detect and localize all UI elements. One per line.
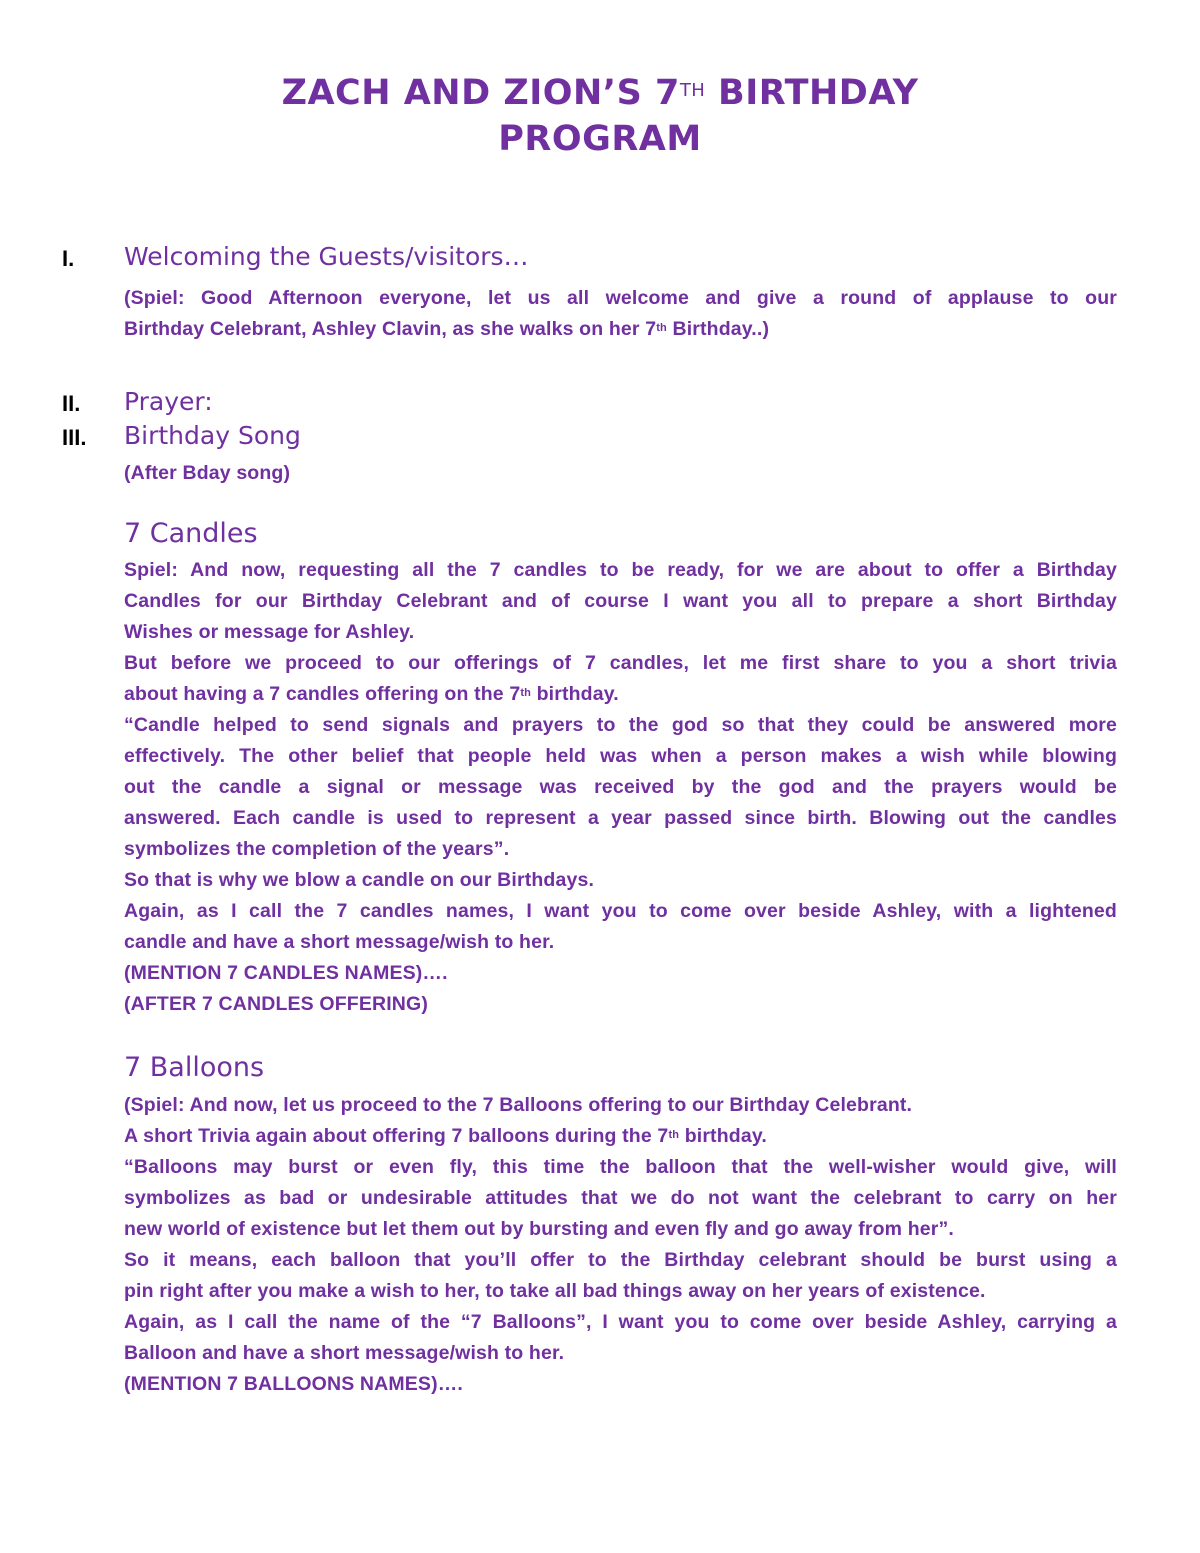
candles-spiel (124, 555, 1117, 1020)
candles-line: answered. Each candle is used to represent a year passed since birth. Blowing out the candles (124, 807, 1117, 829)
ordinal-superscript: th (668, 1129, 680, 1141)
balloons-spiel (124, 1090, 1117, 1400)
balloons-line: So it means, each balloon that you’ll offer to the Birthday celebrant should be burst using a (124, 1249, 1117, 1271)
candles-line: Wishes or message for Ashley. (124, 621, 415, 643)
title-text-end: BIRTHDAY (705, 73, 919, 113)
candles-line: effectively. The other belief that people held was when a person makes a wish while blowing (124, 745, 1117, 767)
balloons-line: new world of existence but let them out by bursting and even fly and go away from her”. (124, 1218, 955, 1240)
welcome-spiel (124, 283, 1117, 345)
candles-line: So that is why we blow a candle on our Birthdays. (124, 869, 595, 891)
section-heading-prayer: Prayer: (124, 387, 213, 416)
balloons-line: “Balloons may burst or even fly, this time the balloon that the well-wisher would give, will (124, 1156, 1117, 1178)
birthday-song-note (124, 458, 1117, 489)
candles-text: about having a 7 candles offering on the 7 (124, 683, 521, 705)
section-numeral-2: II. (62, 391, 81, 416)
candles-line: symbolizes the completion of the years”. (124, 838, 510, 860)
candles-line: Again, as I call the 7 candles names, I want you to come over beside Ashley, with a lightened (124, 900, 1117, 922)
candles-line: (AFTER 7 CANDLES OFFERING) (124, 993, 428, 1015)
balloons-heading: 7 Balloons (124, 1052, 265, 1083)
balloons-line: (MENTION 7 BALLOONS NAMES)…. (124, 1373, 463, 1395)
section-numeral-3: III. (62, 425, 87, 450)
balloons-text: A short Trivia again about offering 7 balloons during the 7 (124, 1125, 669, 1147)
candles-line (124, 679, 1117, 710)
welcome-spiel-line (124, 314, 1117, 345)
page-title-line-1 (0, 72, 1200, 114)
note-line: (After Bday song) (124, 462, 291, 484)
candles-line: candle and have a short message/wish to her. (124, 931, 555, 953)
section-heading-welcoming: Welcoming the Guests/visitors… (124, 242, 529, 271)
candles-line: (MENTION 7 CANDLES NAMES)…. (124, 962, 448, 984)
page-title-line-2: PROGRAM (498, 119, 702, 159)
candles-line: Candles for our Birthday Celebrant and of course I want you all to prepare a short Birthday (124, 590, 1117, 612)
welcome-spiel-line: (Spiel: Good Afternoon everyone, let us all welcome and give a round of applause to our (124, 287, 1117, 309)
balloons-line: Balloon and have a short message/wish to her. (124, 1342, 565, 1364)
candles-text-end: birthday. (531, 683, 619, 705)
balloons-text-end: birthday. (679, 1125, 767, 1147)
section-heading-birthday-song: Birthday Song (124, 421, 301, 450)
title-text: ZACH AND ZION’S 7 (281, 73, 680, 113)
section-numeral-1: I. (62, 246, 75, 271)
welcome-spiel-text-end: Birthday..) (666, 318, 770, 340)
welcome-spiel-text: Birthday Celebrant, Ashley Clavin, as she walks on her 7 (124, 318, 657, 340)
candles-line: out the candle a signal or message was received by the god and the prayers would be (124, 776, 1117, 798)
candles-heading: 7 Candles (124, 518, 258, 549)
balloons-line: (Spiel: And now, let us proceed to the 7 Balloons offering to our Birthday Celebrant. (124, 1094, 913, 1116)
title-superscript: TH (679, 80, 706, 101)
candles-line: “Candle helped to send signals and prayers to the god so that they could be answered more (124, 714, 1117, 736)
balloons-line: symbolizes as bad or undesirable attitudes that we do not want the celebrant to carry on her (124, 1187, 1117, 1209)
balloons-line: Again, as I call the name of the “7 Balloons”, I want you to come over beside Ashley, carrying a (124, 1311, 1117, 1333)
candles-line: Spiel: And now, requesting all the 7 candles to be ready, for we are about to offer a Birthday (124, 559, 1117, 581)
balloons-line: pin right after you make a wish to her, to take all bad things away on her years of existence. (124, 1280, 986, 1302)
candles-line: But before we proceed to our offerings of 7 candles, let me first share to you a short trivia (124, 652, 1117, 674)
ordinal-superscript: th (520, 687, 532, 699)
balloons-line (124, 1121, 1117, 1152)
ordinal-superscript: th (656, 322, 667, 334)
